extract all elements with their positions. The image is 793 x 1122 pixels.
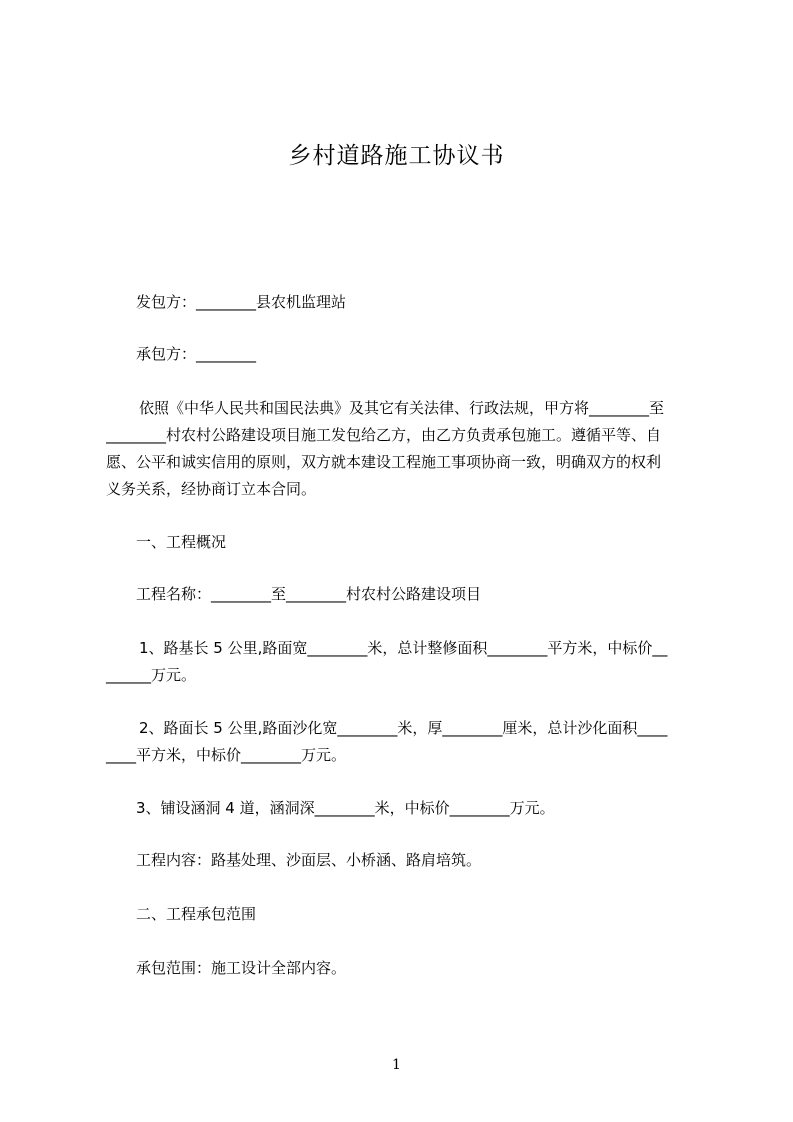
preamble-line-2: ________村农村公路建设项目施工发包给乙方，由乙方负责承包施工。遵循平等、自 [106, 426, 662, 444]
item-2-line-1: 2、路面长 5 公里,路面沙化宽________米，厚________厘米，总计沙化面积____ [139, 719, 668, 737]
preamble-line-3: 愿、公平和诚实信用的原则，双方就本建设工程施工事项协商一致，明确双方的权利 [106, 453, 662, 471]
scope-line: 承包范围：施工设计全部内容。 [136, 959, 347, 977]
party-a-line: 发包方：________县农机监理站 [136, 293, 347, 311]
item-3-line: 3、铺设涵洞 4 道，涵洞深________米，中标价________万元。 [136, 799, 555, 817]
item-1-line-1: 1、路基长 5 公里,路面宽________米，总计整修面积________平方米，中标价__ [139, 639, 668, 657]
page-number: 1 [392, 1057, 401, 1073]
document-title: 乡村道路施工协议书 [288, 143, 505, 169]
party-b-line: 承包方：________ [136, 345, 257, 363]
section-heading-overview: 一、工程概况 [136, 533, 227, 551]
preamble-line-1: 依照《中华人民共和国民法典》及其它有关法律、行政法规，甲方将________至 [139, 399, 665, 417]
preamble-line-4: 义务关系，经协商订立本合同。 [106, 480, 317, 498]
project-content-line: 工程内容：路基处理、沙面层、小桥涵、路肩培筑。 [136, 851, 482, 869]
project-name-line: 工程名称：________至________村农村公路建设项目 [136, 585, 482, 603]
item-2-line-2: ____平方米，中标价________万元。 [106, 746, 347, 764]
section-heading-scope: 二、工程承包范围 [136, 905, 257, 923]
item-1-line-2: ______万元。 [106, 666, 197, 684]
